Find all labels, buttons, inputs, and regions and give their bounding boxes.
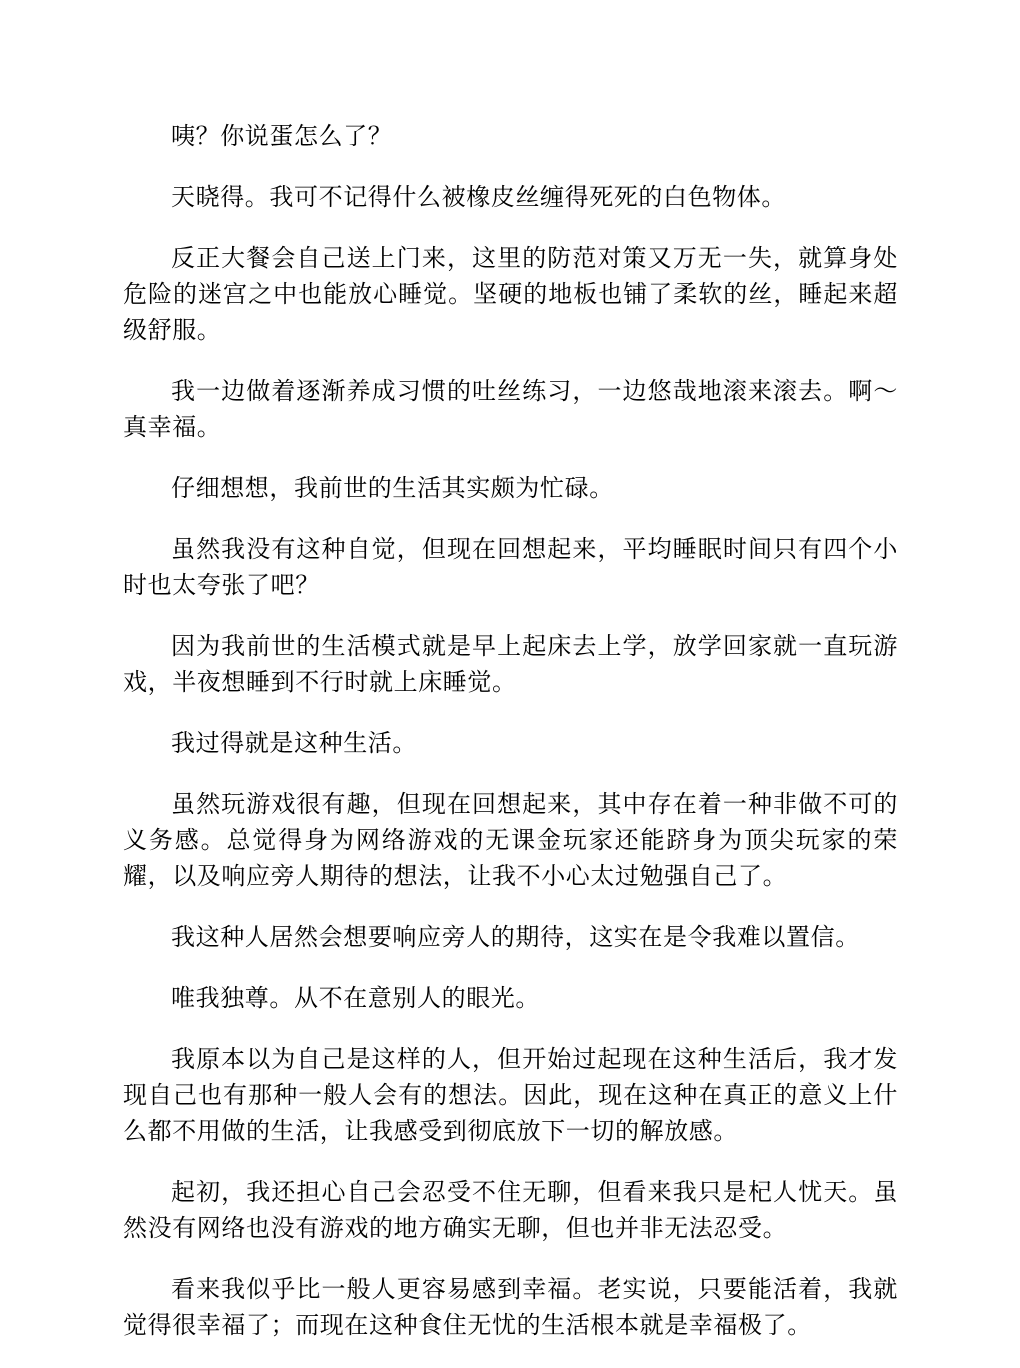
paragraph: 反正大餐会自己送上门来，这里的防范对策又万无一失，就算身处危险的迷宫之中也能放心睡觉。坚硬的地板也铺了柔软的丝，睡起来超级舒服。 [123,244,898,344]
paragraph: 虽然玩游戏很有趣，但现在回想起来，其中存在着一种非做不可的义务感。总觉得身为网络游戏的无课金玩家还能跻身为顶尖玩家的荣耀，以及响应旁人期待的想法，让我不小心太过勉强自己了。 [123,790,898,890]
paragraph: 唯我独尊。从不在意别人的眼光。 [171,984,540,1012]
paragraph: 仔细想想，我前世的生活其实颇为忙碌。 [171,474,614,502]
paragraph: 我过得就是这种生活。 [171,729,417,757]
paragraph: 因为我前世的生活模式就是早上起床去上学，放学回家就一直玩游戏，半夜想睡到不行时就上床睡觉。 [123,632,898,696]
paragraph: 我这种人居然会想要响应旁人的期待，这实在是令我难以置信。 [171,923,860,951]
paragraph: 咦？你说蛋怎么了？ [171,122,393,150]
paragraph: 我一边做着逐渐养成习惯的吐丝练习，一边悠哉地滚来滚去。啊～真幸福。 [123,377,898,441]
paragraph: 看来我似乎比一般人更容易感到幸福。老实说，只要能活着，我就觉得很幸福了；而现在这种食住无忧的生活根本就是幸福极了。 [123,1275,898,1339]
paragraph: 起初，我还担心自己会忍受不住无聊，但看来我只是杞人忧天。虽然没有网络也没有游戏的地方确实无聊，但也并非无法忍受。 [123,1178,898,1242]
text-column [123,118,898,1368]
paragraph: 我原本以为自己是这样的人，但开始过起现在这种生活后，我才发现自己也有那种一般人会有的想法。因此，现在这种在真正的意义上什么都不用做的生活，让我感受到彻底放下一切的解放感。 [123,1045,898,1145]
paragraph: 天晓得。我可不记得什么被橡皮丝缠得死死的白色物体。 [171,183,786,211]
paragraph: 虽然我没有这种自觉，但现在回想起来，平均睡眠时间只有四个小时也太夸张了吧？ [123,535,898,599]
